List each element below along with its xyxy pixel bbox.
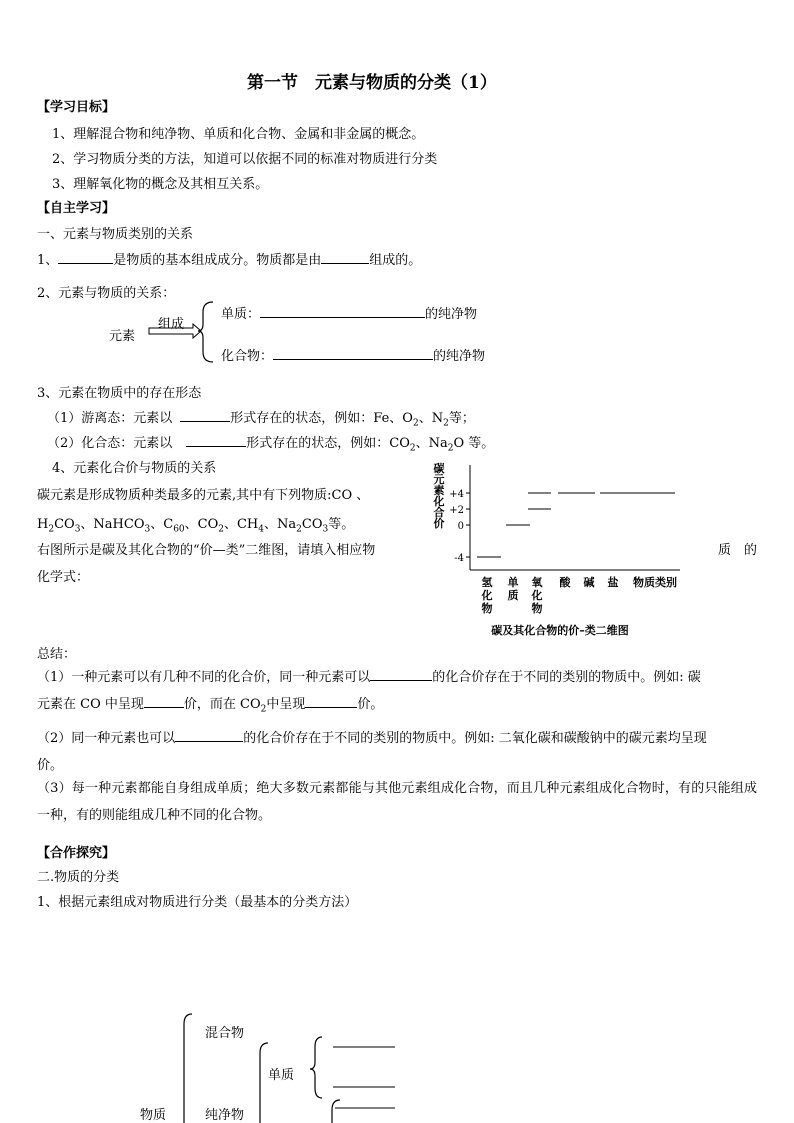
combined-state-text: O 等。	[453, 436, 495, 451]
combined-state-line	[47, 432, 494, 454]
y-tick-label: +2	[449, 505, 464, 516]
formula-text: CO	[301, 517, 323, 532]
subscript: 2	[447, 443, 454, 454]
objectives-header: 【学习目标】	[37, 100, 116, 115]
page-title: 第一节 元素与物质的分类（1）	[247, 73, 497, 93]
q4-line-1: 碳元素是形成物质种类最多的元素,其中有下列物质:CO 、	[37, 488, 370, 503]
answer-blank[interactable]	[180, 409, 230, 422]
x-category-label: 化	[481, 589, 493, 602]
q1-text: 是物质的基本组成成分。物质都是由	[113, 253, 322, 268]
free-state-text: 、N	[418, 411, 444, 426]
x-category-label: 酸	[559, 576, 571, 589]
subscript: 2	[412, 418, 419, 429]
subscript: 2	[260, 704, 267, 715]
simple-suffix: 的纯净物	[425, 307, 478, 322]
summary-title: 总结：	[37, 647, 77, 662]
summary-text: 的化合价存在于不同的类别的物质中。例如: 二氧化碳和碳酸钠中的碳元素均呈现	[243, 731, 707, 746]
subscript: 60	[173, 524, 185, 535]
formula-text: H	[37, 517, 49, 532]
q4-line-2	[37, 513, 354, 535]
subscript: 2	[296, 524, 302, 535]
answer-blank[interactable]	[370, 668, 432, 681]
x-category-label: 物	[531, 602, 543, 615]
classification-tree-braces	[170, 1010, 410, 1123]
question-3-title: 3、元素在物质中的存在形态	[37, 386, 202, 401]
answer-blank[interactable]	[58, 251, 113, 264]
summary-text: （2）同一种元素也可以	[37, 731, 176, 746]
x-axis-label: 物质类别	[633, 576, 677, 589]
free-state-text: 等；	[448, 411, 475, 426]
part2-question-1: 1、根据元素组成对物质进行分类（最基本的分类方法）	[37, 895, 358, 910]
compose-label: 组成	[158, 317, 185, 332]
combined-state-text: （2）化合态：元素以	[47, 436, 173, 451]
summary-text: 元素在 CO 中呈现	[37, 697, 144, 712]
y-axis-label-char: 合	[433, 506, 445, 519]
x-category-label: 物	[481, 602, 493, 615]
x-category-label: 化	[531, 589, 543, 602]
x-category-label: 碱	[583, 576, 595, 589]
valence-category-chart	[425, 460, 695, 640]
q1-prefix: 1、	[37, 253, 59, 268]
subscript: 3	[322, 524, 329, 535]
answer-blank[interactable]	[175, 729, 243, 742]
summary-text: （1）一种元素可以有几种不同的化合价，同一种元素可以	[37, 670, 371, 685]
summary-text: 价，而在 CO	[183, 697, 261, 712]
answer-blank[interactable]	[186, 434, 246, 447]
part2-title: 二.物质的分类	[37, 870, 120, 885]
x-category-label: 氢	[481, 576, 493, 589]
x-category-label: 单	[507, 576, 519, 589]
y-axis-label-char: 元	[433, 473, 445, 486]
x-category-label: 质	[507, 589, 519, 602]
objective-item: 3、理解氧化物的概念及其相互关系。	[52, 177, 269, 192]
q4-line-3-tail: 质 的	[718, 543, 758, 558]
formula-text: 、Na	[264, 517, 297, 532]
self-study-header: 【自主学习】	[37, 201, 116, 216]
tree-pure-label: 纯净物	[205, 1108, 245, 1123]
summary-text: 价。	[37, 758, 64, 773]
q4-line-4: 化学式：	[37, 570, 90, 585]
subscript: 4	[258, 524, 265, 535]
subscript: 2	[48, 524, 55, 535]
simple-substance-line	[221, 303, 477, 322]
y-axis-label-char: 化	[433, 495, 445, 508]
summary-text: 价。	[357, 697, 384, 712]
objective-item: 2、学习物质分类的方法，知道可以依据不同的标准对物质进行分类	[52, 152, 438, 167]
subscript: 3	[74, 524, 81, 535]
tree-mixture-label: 混合物	[205, 1026, 245, 1041]
tree-root-label: 物质	[140, 1108, 167, 1123]
summary-text: 的化合价存在于不同的类别的物质中。例如: 碳	[432, 670, 701, 685]
y-tick-label: -4	[454, 553, 464, 564]
compound-line	[221, 345, 485, 364]
summary-1	[37, 664, 757, 724]
answer-blank[interactable]	[305, 695, 357, 708]
chart-title: 碳及其化合物的价–类二维图	[491, 624, 629, 637]
objective-item: 1、理解混合物和纯净物、单质和化合物、金属和非金属的概念。	[52, 127, 425, 142]
y-axis-label-char: 素	[433, 484, 445, 497]
summary-text: 中呈现	[266, 697, 306, 712]
question-1	[37, 249, 421, 268]
formula-text: 、C	[150, 517, 174, 532]
tree-simple-label: 单质	[268, 1068, 295, 1083]
simple-label: 单质：	[221, 307, 261, 322]
x-category-label: 盐	[607, 576, 619, 589]
combined-state-text: 形式存在的状态，例如：CO	[246, 436, 410, 451]
q1-suffix: 组成的。	[369, 253, 422, 268]
subscript: 3	[144, 524, 151, 535]
y-axis-label-char: 价	[433, 517, 445, 530]
summary-2	[37, 725, 757, 779]
answer-blank[interactable]	[273, 347, 433, 360]
answer-blank[interactable]	[260, 305, 425, 318]
formula-text: 、NaHCO	[80, 517, 145, 532]
formula-text: 、CH	[223, 517, 259, 532]
formula-text: 、CO	[184, 517, 219, 532]
summary-3: （3）每一种元素都能自身组成单质；绝大多数元素都能与其他元素组成化合物，而且几种元素组成化合物时，有的只能组成一种，有的则能组成几种不同的化合物。	[37, 781, 757, 823]
compound-label: 化合物：	[221, 349, 274, 364]
compound-suffix: 的纯净物	[433, 349, 486, 364]
answer-blank[interactable]	[321, 251, 369, 264]
x-category-label: 氧	[531, 576, 543, 589]
formula-text: CO	[54, 517, 75, 532]
free-state-text: 形式存在的状态，例如：Fe、O	[230, 411, 413, 426]
formula-text: 等。	[328, 517, 355, 532]
y-tick-label: +4	[449, 489, 464, 500]
question-2-title: 2、元素与物质的关系：	[37, 286, 176, 301]
y-tick-label: 0	[457, 521, 464, 532]
y-axis-label-char: 碳	[433, 462, 445, 475]
subscript: 2	[443, 418, 449, 429]
combined-state-text: 、Na	[415, 436, 448, 451]
composition-arrow-brace	[145, 300, 215, 364]
answer-blank[interactable]	[144, 695, 184, 708]
q4-line-3: 右图所示是碳及其化合物的“价—类”二维图，请填入相应物	[37, 543, 376, 558]
free-state-line	[47, 407, 475, 429]
question-4-title: 4、元素化合价与物质的关系	[52, 461, 217, 476]
element-label: 元素	[109, 329, 136, 344]
subscript: 2	[218, 524, 224, 535]
part1-title: 一、元素与物质类别的关系	[37, 227, 194, 242]
free-state-text: （1）游离态：元素以	[47, 411, 173, 426]
subscript: 2	[409, 443, 416, 454]
coop-header: 【合作探究】	[37, 846, 116, 861]
